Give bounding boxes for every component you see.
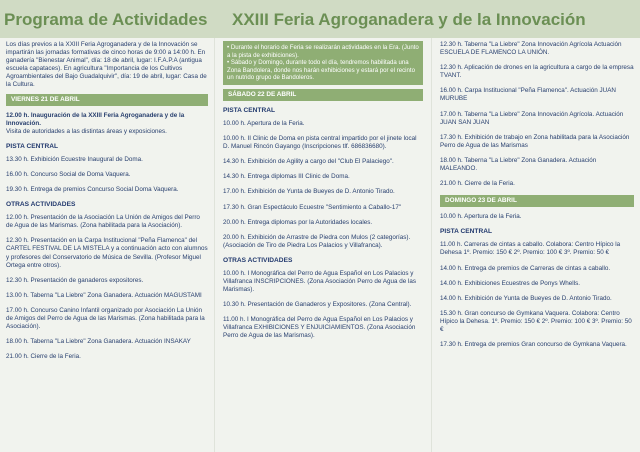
activity-item: 11.00 h. Carreras de cintas a caballo. Colabora: Centro Hípico la Dehesa 1º. Premio: 150 € 2º. Premio: 100 € 3º. Premio: 50 € bbox=[440, 241, 621, 257]
activity-item: 18.00 h. Taberna "La Liebre" Zona Ganadera. Actuación INSAKAY bbox=[6, 338, 191, 346]
activity-item: 11.00 h. I Monográfica del Perro de Agua Español en Los Palacios y Villafranca EXHIBICIONES Y ENJUICIAMIENTOS. (Zona Asociación Perro de Agua de las Marismas). bbox=[223, 316, 416, 340]
column-sunday bbox=[432, 38, 640, 452]
activity-item: 14.00 h. Exhibiciones Ecuestres de Ponys Whells. bbox=[440, 279, 581, 287]
activity-item: 10.00 h. I Monográfica del Perro de Agua Español en Los Palacios y Villafranca INSCRIPCIONES. (Zona Asociación Perro de Agua de las Marismas). bbox=[223, 269, 417, 294]
page-title-right: XXIII Feria Agroganadera y de la Innovación bbox=[232, 10, 586, 29]
inauguration-detail: Visita de autoridades a las distintas áreas y exposiciones. bbox=[6, 127, 167, 135]
inauguration-bold: 12.00 h. Inauguración de la XXIII Feria Agroganadera y de la Innovación. bbox=[6, 111, 185, 127]
column-friday bbox=[0, 38, 214, 452]
activity-item: 19.30 h. Entrega de premios Concurso Social Doma Vaquera. bbox=[6, 186, 179, 194]
activity-item: 10.00 h. Apertura de la Feria. bbox=[440, 213, 522, 221]
section-pista-central: PISTA CENTRAL bbox=[6, 142, 59, 150]
day-bar-saturday: SÁBADO 22 DE ABRIL bbox=[223, 89, 423, 101]
activity-item: 13.30 h. Exhibición Ecuestre Inaugural de Doma. bbox=[6, 155, 143, 163]
note-line: • Sábado y Domingo, durante todo el día, tendremos habilitada una Zona Bandolera, donde nos harán exhibiciones y estará por el recinto un nutrido grupo de Bandoleros. bbox=[227, 59, 416, 82]
info-note bbox=[223, 41, 423, 85]
activity-item: 14.00 h. Entrega de premios de Carreras de cintas a caballo. bbox=[440, 264, 611, 272]
activity-item: 13.00 h. Taberna "La Liebre" Zona Ganadera. Actuación MAGUSTAMI bbox=[6, 291, 202, 299]
section-pista-central: PISTA CENTRAL bbox=[223, 106, 276, 114]
activity-item: 16.00 h. Concurso Social de Doma Vaquera. bbox=[6, 170, 131, 178]
note-line: • Durante el horario de Feria se realizarán actividades en la Era. (Junto a la pista de exhibiciones). bbox=[227, 44, 419, 59]
activity-item: 17.30 h. Entrega de premios Gran concurso de Gymkana Vaquera. bbox=[440, 341, 627, 349]
activity-item: 18.00 h. Taberna "La Liebre" Zona Ganadera. Actuación MALEANDO. bbox=[440, 156, 597, 173]
activity-item: 16.00 h. Carpa Institucional "Peña Flamenca". Actuación JUAN MURUBE bbox=[440, 87, 616, 103]
activity-item: 10.30 h. Presentación de Ganaderos y Expositores. (Zona Central). bbox=[223, 301, 412, 309]
activity-item: 21.00 h. Cierre de la Feria. bbox=[6, 353, 81, 361]
day-bar-sunday: DOMINGO 23 DE ABRIL bbox=[440, 195, 634, 207]
activity-item: 17.00 h. Concurso Canino Infantil organizado por Asociación La Unión de Amigos del Perro de Agua de las Marismas. (Zona habilitada para la Asociación). bbox=[6, 306, 205, 331]
section-otras-actividades: OTRAS ACTIVIDADES bbox=[6, 201, 76, 209]
activity-item: 20.00 h. Entrega diplomas por la Autoridades locales. bbox=[223, 218, 373, 226]
activity-item: 12.30 h. Presentación en la Carpa Institucional "Peña Flamenca" del CARTEL FESTIVAL DE LA MISTELA y a continuación acto con alumnos y profesores del Conservatorio de Música de Sevilla. (Profesor Miguel Ortega entre otros). bbox=[6, 237, 208, 269]
inauguration-title bbox=[6, 112, 208, 128]
activity-item: 14.00 h. Exhibición de Yunta de Bueyes de D. Antonio Tirado. bbox=[440, 294, 612, 302]
activity-item: 21.00 h. Cierre de la Feria. bbox=[440, 180, 515, 188]
activity-item: 10.00 h. Apertura de la Feria. bbox=[223, 119, 305, 127]
activity-item: 14.30 h. Entrega diplomas III Clinic de Doma. bbox=[223, 173, 350, 181]
section-pista-central: PISTA CENTRAL bbox=[440, 228, 493, 236]
day-bar-friday: VIERNES 21 DE ABRIL bbox=[6, 94, 208, 106]
intro-text: Los días previos a la XXIII Feria Agroganadera y de la Innovación se impartirán las jornadas formativas de cinco horas de 9:00 a 14:00 h. En ganadería "Bienestar Animal", día: 18 de abril, lugar: I.F.A.P.A (antigua escuela capataces). En agricultura "Importancia de los Cultivos Agroambientales del Bajo Guadalquivir", día: 19 de abril, lugar: Casa de la Cultura. bbox=[6, 41, 207, 89]
activity-item: 17.30 h. Exhibición de trabajo en Zona habilitada para la Asociación Perro de Agua de las Marismas bbox=[440, 133, 630, 149]
activity-item: 15.30 h. Gran concurso de Gymkana Vaquera. Colabora: Centro Hípico la Dehesa. 1º. Premio: 150 € 2º. Premio: 100 € 3º. Premio: 50 € bbox=[440, 309, 632, 333]
activity-item: 12.30 h. Presentación de ganaderos expositores. bbox=[6, 276, 144, 284]
section-otras-actividades: OTRAS ACTIVIDADES bbox=[223, 256, 293, 264]
activity-item: 12.30 h. Taberna "La Liebre" Zona Innovación Agrícola Actuación ESCUELA DE FLAMENCO LA UNIÓN. bbox=[440, 41, 622, 57]
activity-item: 17.00 h. Exhibición de Yunta de Bueyes de D. Antonio Tirado. bbox=[223, 188, 395, 196]
activity-item: 14.30 h. Exhibición de Agility a cargo del "Club El Palaciego". bbox=[223, 158, 394, 166]
column-saturday bbox=[214, 38, 432, 452]
page-title-left: Programa de Actividades bbox=[4, 10, 208, 29]
activity-item: 12.30 h. Aplicación de drones en la agricultura a cargo de la empresa TVANT. bbox=[440, 64, 634, 80]
activity-item: 20.00 h. Exhibición de Arrastre de Piedra con Mulos (2 categorías). (Asociación de Tiro de Piedra Los Palacios y Villafranca). bbox=[223, 233, 411, 249]
activity-item: 17.30 h. Gran Espectáculo Ecuestre "Sentimiento a Caballo-17" bbox=[223, 203, 402, 211]
activity-item: 10.00 h. II Clinic de Doma en pista central impartido por el jinete local D. Manuel Rincón Gayango (Inscripciones tlf. 686836680). bbox=[223, 135, 417, 151]
activity-item: 17.00 h. Taberna "La Liebre" Zona Innovación Agrícola. Actuación JUAN SAN JUAN bbox=[440, 110, 624, 126]
activity-item: 12.00 h. Presentación de la Asociación La Unión de Amigos del Perro de Agua de las Marismas. (Zona habilitada para la Asociación). bbox=[6, 214, 200, 230]
